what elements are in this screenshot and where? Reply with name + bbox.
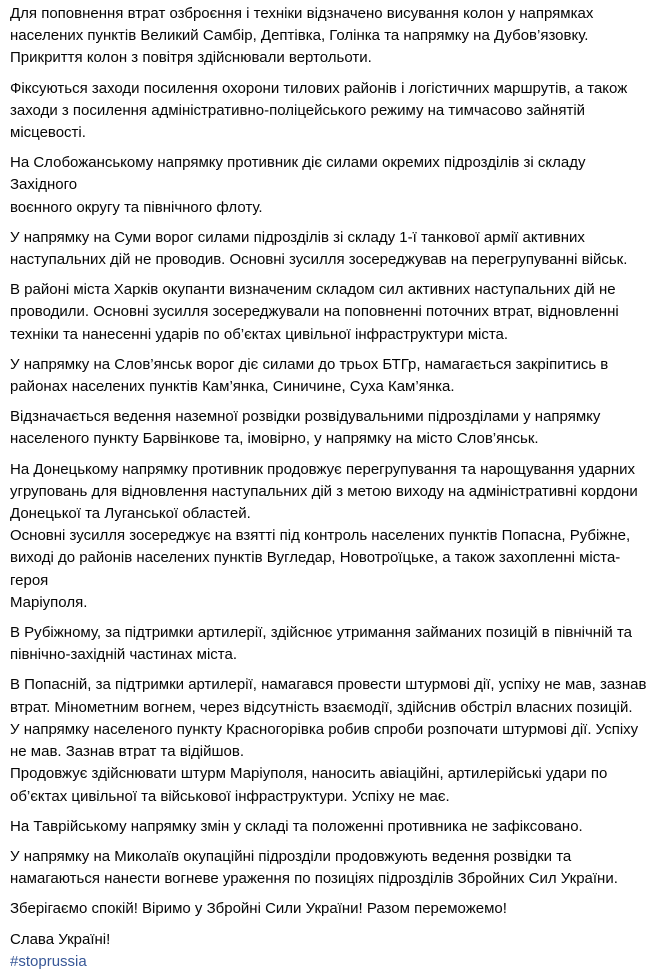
paragraph-mykolaiv-direction: У напрямку на Миколаїв окупаційні підрозділи продовжують ведення розвідки та намагаються нанести вогневе ураження по позиціях підрозділів Збройних Сил України. bbox=[10, 847, 618, 888]
paragraph-kharkiv-area: В районі міста Харків окупанти визначеним складом сил активних наступальних дій не проводили. Основні зусилля зосереджували на поповненні поточних втрат, відновленні техніки та нанесенні ударів по об’єктах цивільної інфраструктури міста. bbox=[10, 281, 619, 343]
paragraph-reinforcement-columns: Для поповнення втрат озброєння і техніки відзначено висування колон у напрямках населених пунктів Великий Самбір, Дептівка, Голінка та напрямку на Дубов’язовку. Прикриття колон з повітря здійснювали вертольоти. bbox=[10, 5, 594, 67]
paragraph-tavria-direction: На Таврійському напрямку змін у складі та положенні противника не зафіксовано. bbox=[10, 817, 583, 835]
paragraph-rear-security: Фіксуються заходи посилення охорони тилових районів і логістичних маршрутів, а також заходи з посилення адміністративно-поліцейського режиму на тимчасово зайнятій місцевості. bbox=[10, 79, 628, 142]
paragraph-popasna-mariupol: В Попасній, за підтримки артилерії, намагався провести штурмові дії, успіху не мав, зазнав втрат. Мінометним вогнем, через відсутність взаємодії, здійснив обстріл власних позицій. У напрямку населеного пункту Красногорівка робив спроби розпочати штурмові дії. Успіху не мав. Зазнав втрат та відійшов. Продовжує здійснювати штурм Маріуполя, наносить авіаційні, артилерійські удари по об’єктах цивільної та військової інфраструктури. Успіху не має. bbox=[10, 676, 647, 805]
paragraph-stay-calm: Зберігаємо спокій! Віримо у Збройні Сили України! Разом переможемо! bbox=[10, 900, 507, 918]
paragraph-sloviansk-direction: У напрямку на Слов’янськ ворог діє силами до трьох БТГр, намагається закріпитись в районах населених пунктів Кам’янка, Синичине, Суха Кам’янка. bbox=[10, 355, 609, 396]
hashtag-link-stoprussia[interactable]: #stoprussia bbox=[10, 952, 87, 970]
paragraph-glory-to-ukraine: Слава Україні! bbox=[10, 930, 111, 948]
paragraph-ground-reconnaissance: Відзначається ведення наземної розвідки розвідувальними підрозділами у напрямку населеного пункту Барвінкове та, імовірно, у напрямку на місто Слов’янськ. bbox=[10, 408, 601, 448]
paragraph-rubizhne: В Рубіжному, за підтримки артилерії, здійснює утримання займаних позицій в північній та північно-західній частинах міста. bbox=[10, 624, 633, 664]
paragraph-slobozhansky-direction: На Слобожанському напрямку противник діє силами окремих підрозділів зі складу Західного воєнного округу та північного флоту. bbox=[10, 154, 586, 216]
paragraph-donetsk-direction: На Донецькому напрямку противник продовжує перегрупування та нарощування ударних угруповань для відновлення наступальних дій з метою виходу на адміністративні кордони Донецької та Луганської областей. Основні зусилля зосереджує на взятті під контроль населених пунктів Попасна, Рубіжне, виході до районів населених пунктів Вугледар, Новотроїцьке, а також захопленні міста-героя Маріуполя. bbox=[10, 460, 638, 611]
paragraph-sumy-direction: У напрямку на Суми ворог силами підрозділів зі складу 1-ї танкової армії активних наступальних дій не проводив. Основні зусилля зосереджував на перегрупуванні військ. bbox=[10, 228, 628, 269]
